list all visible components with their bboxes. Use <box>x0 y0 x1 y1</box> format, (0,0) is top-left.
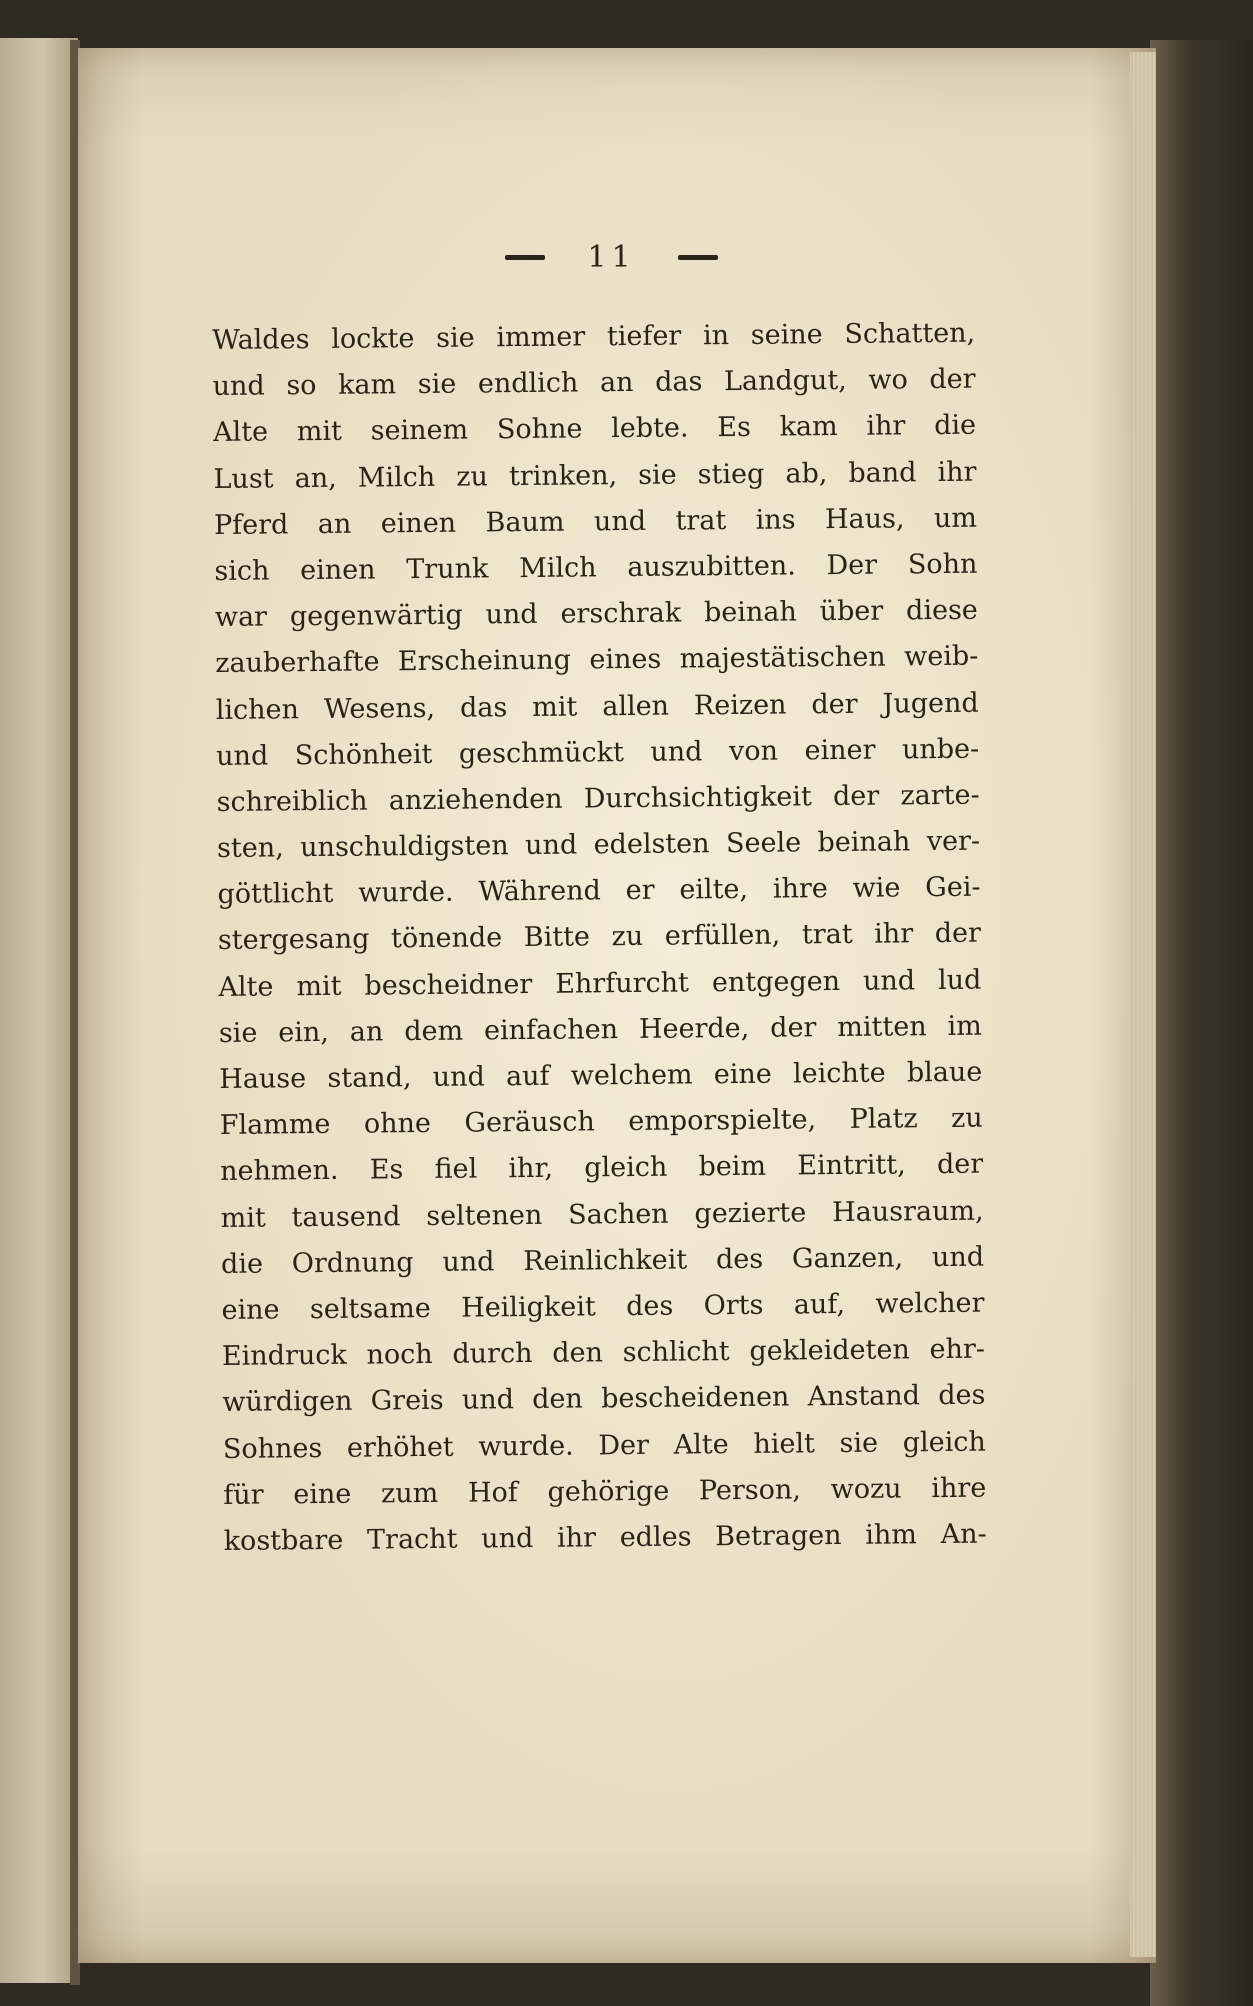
text-line: mit tausend seltenen Sachen gezierte Hausraum, <box>220 1195 984 1234</box>
text-line: sich einen Trunk Milch auszubitten. Der Sohn <box>214 548 978 587</box>
text-line: lichen Wesens, das mit allen Reizen der Jugend <box>215 687 979 726</box>
text-line: Waldes lockte sie immer tiefer in seine Schatten, <box>212 317 976 356</box>
page-stack-edge <box>1130 52 1156 1957</box>
text-line: sten, unschuldigsten und edelsten Seele beinah ver- <box>216 825 981 865</box>
text-line: und so kam sie endlich an das Landgut, wo der <box>212 363 976 403</box>
text-line: Alte mit seinem Sohne lebte. Es kam ihr die <box>212 410 977 449</box>
text-line: göttlicht wurde. Während er eilte, ihre wie Gei- <box>217 871 981 911</box>
text-line: Hause stand, und auf welchem eine leichte blaue <box>219 1056 983 1095</box>
text-line: Lust an, Milch zu trinken, sie stieg ab, band ihr <box>213 456 977 495</box>
text-line: und Schönheit geschmückt und von einer unbe- <box>216 733 980 772</box>
text-line: zauberhafte Erscheinung eines majestätischen weib- <box>215 640 979 680</box>
facing-page-edge <box>0 38 78 1983</box>
header-dash-right <box>678 255 718 260</box>
text-line: war gegenwärtig und erschrak beinah über diese <box>214 594 978 634</box>
text-line: kostbare Tracht und ihr edles Betragen ihm An- <box>223 1518 987 1557</box>
page-header <box>0 232 1238 282</box>
text-line: die Ordnung und Reinlichkeit des Ganzen, und <box>220 1241 985 1280</box>
text-line: eine seltsame Heiligkeit des Orts auf, welcher <box>221 1287 985 1326</box>
text-line: Flamme ohne Geräusch emporspielte, Platz zu <box>219 1102 983 1142</box>
text-line: Eindruck noch durch den schlicht gekleideten ehr- <box>221 1333 986 1373</box>
text-line: schreiblich anziehenden Durchsichtigkeit der zarte- <box>216 779 980 818</box>
body-text <box>212 311 987 1565</box>
header-dash-left <box>505 255 545 260</box>
text-line: Alte mit bescheidner Ehrfurcht entgegen und lud <box>218 964 982 1003</box>
text-line: würdigen Greis und den bescheidenen Anstand des <box>222 1379 986 1419</box>
text-line: stergesang tönende Bitte zu erfüllen, trat ihr der <box>217 918 982 957</box>
book-cover-edge <box>1150 40 1253 2006</box>
text-line: Sohnes erhöhet wurde. Der Alte hielt sie gleich <box>222 1426 986 1465</box>
page-number: 11 <box>587 239 636 275</box>
text-line: sie ein, an dem einfachen Heerde, der mitten im <box>218 1010 982 1049</box>
text-line: Pferd an einen Baum und trat ins Haus, um <box>213 502 978 541</box>
text-line: nehmen. Es fiel ihr, gleich beim Eintritt, der <box>220 1149 984 1188</box>
text-line: für eine zum Hof gehörige Person, wozu ihre <box>223 1472 987 1511</box>
